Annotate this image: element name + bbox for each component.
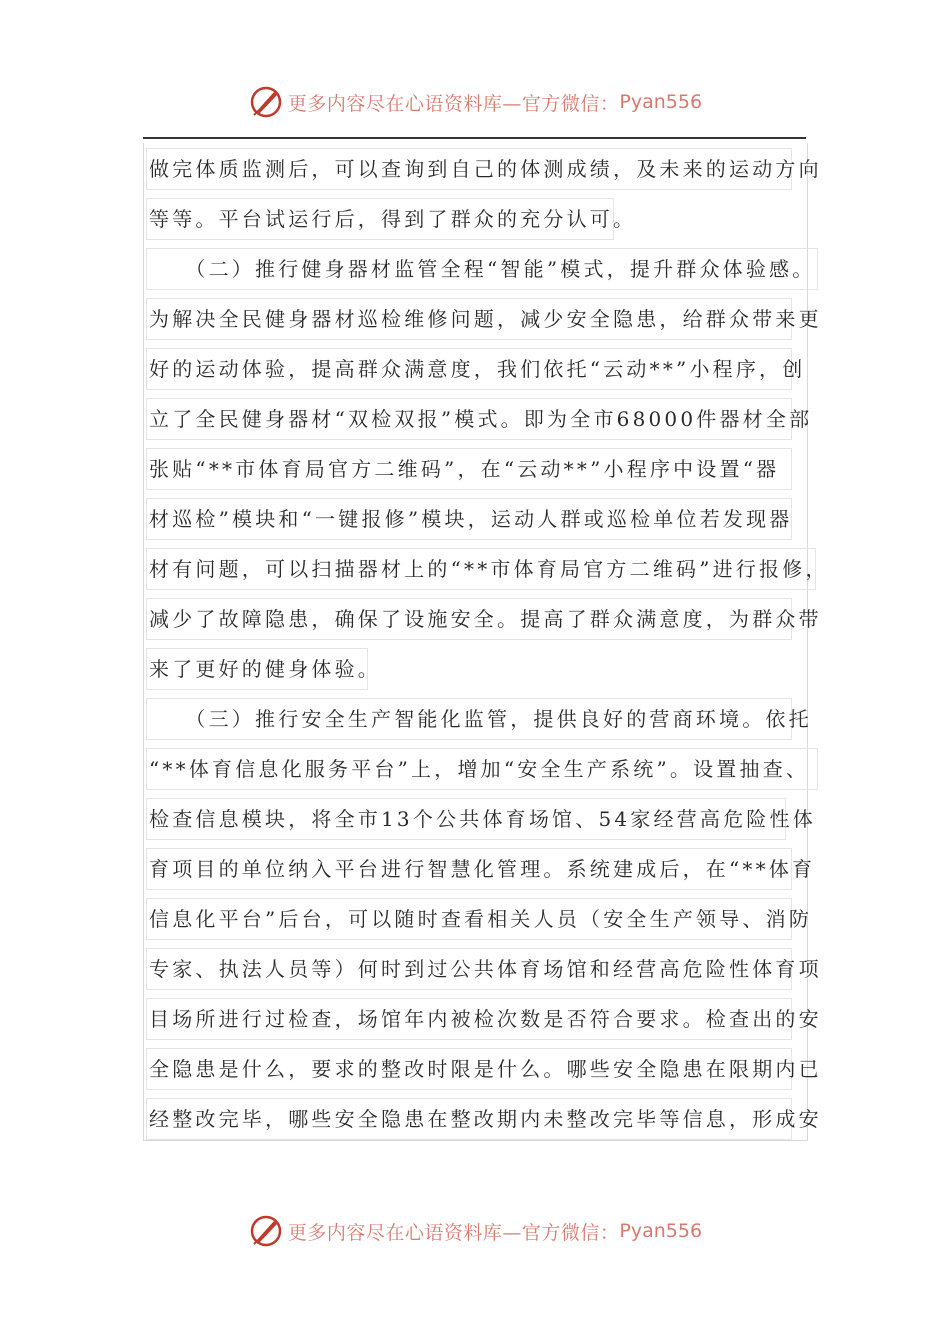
quill-logo-icon xyxy=(248,1213,284,1249)
page-frame xyxy=(143,143,808,1141)
header-banner xyxy=(0,82,950,122)
text-line: 专家、执法人员等）何时到过公共体育场馆和经营高危险性体育项 xyxy=(146,948,792,990)
text-line: 材有问题，可以扫描器材上的“**市体育局官方二维码”进行报修， xyxy=(146,548,816,590)
text-line: （三）推行安全生产智能化监管，提供良好的营商环境。依托 xyxy=(146,698,792,740)
text-line: 经整改完毕，哪些安全隐患在整改期内未整改完毕等信息，形成安 xyxy=(146,1098,792,1140)
text-line: 等等。平台试运行后，得到了群众的充分认可。 xyxy=(146,198,614,240)
text-line: “**体育信息化服务平台”上，增加“安全生产系统”。设置抽查、 xyxy=(146,748,818,790)
text-line: 全隐患是什么，要求的整改时限是什么。哪些安全隐患在限期内已 xyxy=(146,1048,792,1090)
quill-logo-icon xyxy=(248,84,284,120)
header-text: 更多内容尽在心语资料库—官方微信： xyxy=(287,92,620,115)
text-line: 材巡检”模块和“一键报修”模块，运动人群或巡检单位若发现器 xyxy=(146,498,792,540)
text-line: 为解决全民健身器材巡检维修问题，减少安全隐患，给群众带来更 xyxy=(146,298,792,340)
footer-wechat-id: Pyan556 xyxy=(619,1220,703,1242)
text-line: 好的运动体验，提高群众满意度，我们依托“云动**”小程序，创 xyxy=(146,348,792,390)
text-line: 减少了故障隐患，确保了设施安全。提高了群众满意度，为群众带 xyxy=(146,598,792,640)
text-line: 立了全民健身器材“双检双报”模式。即为全市68000件器材全部 xyxy=(146,398,792,440)
text-line: 信息化平台”后台，可以随时查看相关人员（安全生产领导、消防 xyxy=(146,898,792,940)
header-wechat-id: Pyan556 xyxy=(619,91,703,113)
text-line: （二）推行健身器材监管全程“智能”模式，提升群众体验感。 xyxy=(146,248,818,290)
header-rule xyxy=(143,137,806,139)
text-line: 做完体质监测后，可以查询到自己的体测成绩，及未来的运动方向 xyxy=(146,148,792,190)
text-line: 检查信息模块，将全市13个公共体育场馆、54家经营高危险性体 xyxy=(146,798,786,840)
text-line: 目场所进行过检查，场馆年内被检次数是否符合要求。检查出的安 xyxy=(146,998,792,1040)
text-line: 张贴“**市体育局官方二维码”，在“云动**”小程序中设置“器 xyxy=(146,448,792,490)
footer-banner xyxy=(0,1211,950,1251)
text-line: 来了更好的健身体验。 xyxy=(146,648,368,690)
text-line: 育项目的单位纳入平台进行智慧化管理。系统建成后，在“**体育 xyxy=(146,848,792,890)
footer-text: 更多内容尽在心语资料库—官方微信： xyxy=(287,1221,620,1244)
